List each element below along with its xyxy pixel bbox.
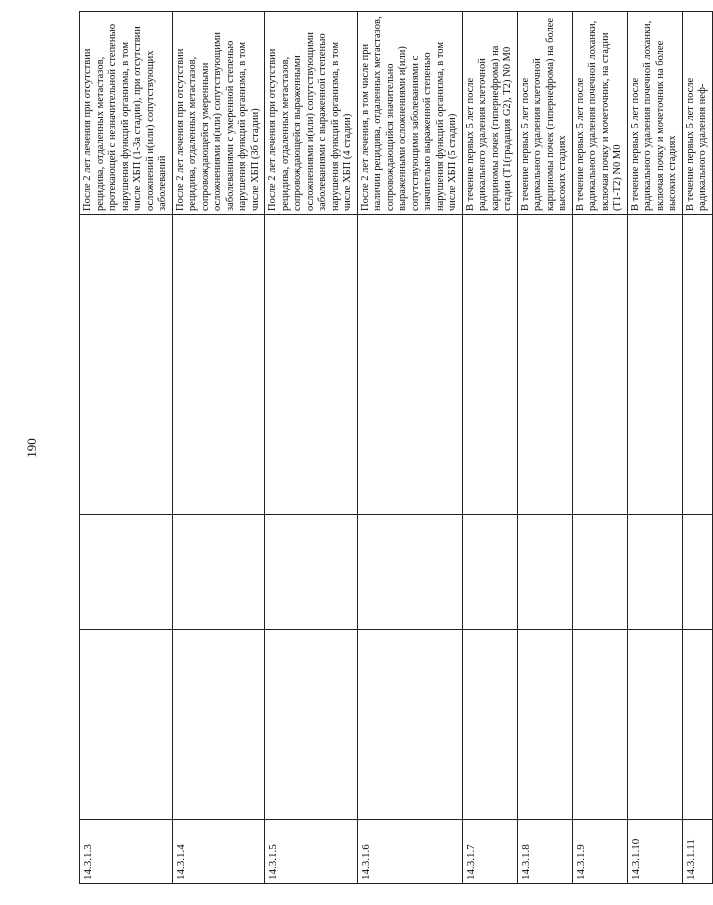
empty-cell	[357, 515, 462, 630]
empty-cell	[462, 215, 517, 515]
empty-cell	[357, 630, 462, 820]
empty-cell	[682, 630, 712, 820]
empty-cell	[80, 630, 173, 820]
row-description: В течение первых 5 лет после радикального удаления почечной лоханки, включая почку и мочеточник на более высоких стадиях	[627, 12, 682, 215]
table-row	[517, 12, 572, 884]
table-row	[572, 12, 627, 884]
row-code: 14.3.1.5	[265, 820, 358, 884]
rotated-table-container	[79, 12, 708, 884]
row-code: 14.3.1.3	[80, 820, 173, 884]
empty-cell	[572, 630, 627, 820]
table-row	[627, 12, 682, 884]
row-description: В течение первых 5 лет после радикального удаления почечной лоханки, включая почку и мочеточник, на стадии (Т1-Т2) N0 M0	[572, 12, 627, 215]
empty-cell	[80, 215, 173, 515]
row-description: После 2 лет лечения при отсутствии рецидива, отдаленных метастазов, сопровождающейся выраженными осложнениями и(или) сопутствующими заболеваниями с выраженной степенью нарушения функций организма, в том числе ХБП (4 стадии)	[265, 12, 358, 215]
row-code: 14.3.1.10	[627, 820, 682, 884]
empty-cell	[265, 515, 358, 630]
row-description: В течение первых 5 лет после радикального удаления клеточной карциномы почек (гипернефрома) на стадии (Т1(градация G2), Т2) N0 M0	[462, 12, 517, 215]
table-row	[80, 12, 173, 884]
empty-cell	[572, 515, 627, 630]
row-code: 14.3.1.11	[682, 820, 712, 884]
empty-cell	[682, 515, 712, 630]
empty-cell	[265, 215, 358, 515]
row-code: 14.3.1.9	[572, 820, 627, 884]
empty-cell	[357, 215, 462, 515]
empty-cell	[517, 630, 572, 820]
table-row	[172, 12, 265, 884]
table-row	[682, 12, 712, 884]
row-description: В течение первых 5 лет после радикального удаления неф-	[682, 12, 712, 215]
criteria-table	[79, 11, 713, 884]
table-row	[462, 12, 517, 884]
empty-cell	[462, 515, 517, 630]
empty-cell	[627, 215, 682, 515]
empty-cell	[627, 515, 682, 630]
row-description: В течение первых 5 лет после радикального удаления клеточной карциномы почек (гипернефрома) на более высоких стадиях	[517, 12, 572, 215]
row-code: 14.3.1.8	[517, 820, 572, 884]
row-code: 14.3.1.7	[462, 820, 517, 884]
row-code: 14.3.1.6	[357, 820, 462, 884]
empty-cell	[265, 630, 358, 820]
row-description: После 2 лет лечения при отсутствии рецидива, отдаленных метастазов, сопровождающейся умеренными осложнениями и(или) сопутствующими заболеваниями с умеренной степенью нарушения функций организма, в том числе ХБП (3б стадии)	[172, 12, 265, 215]
table-row	[265, 12, 358, 884]
empty-cell	[172, 215, 265, 515]
empty-cell	[172, 630, 265, 820]
empty-cell	[462, 630, 517, 820]
row-code: 14.3.1.4	[172, 820, 265, 884]
row-description: После 2 лет лечения, в том числе при наличии рецидива, отдаленных метастазов, сопровождающийся значительно выраженными осложнениями и(или) сопутствующими заболеваниями с значительно выраженной степенью нарушения функций организма, в том числе ХБП (5 стадии)	[357, 12, 462, 215]
row-description: После 2 лет лечения при отсутствии рецидива, отдаленных метастазов, протекающей с незначительной степенью нарушения функций организма, в том числе ХБП (1-3а стадии), при отсутствии осложнений и(или) сопутствующих заболеваний	[80, 12, 173, 215]
empty-cell	[572, 215, 627, 515]
empty-cell	[682, 215, 712, 515]
empty-cell	[627, 630, 682, 820]
page-number: 190	[24, 438, 39, 458]
empty-cell	[172, 515, 265, 630]
empty-cell	[80, 515, 173, 630]
table-row	[357, 12, 462, 884]
empty-cell	[517, 215, 572, 515]
empty-cell	[517, 515, 572, 630]
